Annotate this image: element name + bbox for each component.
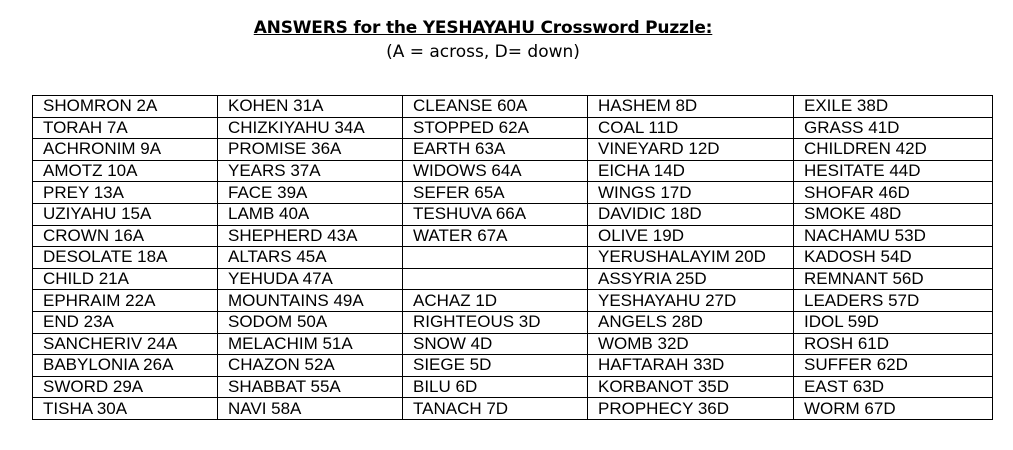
answer-cell: DESOLATE 18A — [33, 247, 218, 269]
answer-cell: SNOW 4D — [403, 333, 588, 355]
table-row — [33, 290, 993, 312]
answer-cell: GRASS 41D — [794, 117, 993, 139]
answer-cell: KOHEN 31A — [218, 96, 403, 118]
answer-cell: PREY 13A — [33, 182, 218, 204]
table-row — [33, 376, 993, 398]
table-row — [33, 139, 993, 161]
answer-cell: CHIZKIYAHU 34A — [218, 117, 403, 139]
answer-cell: TANACH 7D — [403, 398, 588, 420]
table-row — [33, 117, 993, 139]
answer-cell: EPHRAIM 22A — [33, 290, 218, 312]
table-row — [33, 333, 993, 355]
answer-cell: ANGELS 28D — [588, 311, 794, 333]
answer-cell: NACHAMU 53D — [794, 225, 993, 247]
answer-cell: STOPPED 62A — [403, 117, 588, 139]
answer-cell: KADOSH 54D — [794, 247, 993, 269]
page-header — [0, 16, 966, 64]
answer-cell: DAVIDIC 18D — [588, 203, 794, 225]
answer-cell: SHABBAT 55A — [218, 376, 403, 398]
answer-cell: CROWN 16A — [33, 225, 218, 247]
answer-cell: EAST 63D — [794, 376, 993, 398]
answer-cell: SMOKE 48D — [794, 203, 993, 225]
answer-cell: CHAZON 52A — [218, 355, 403, 377]
page-title: ANSWERS for the YESHAYAHU Crossword Puzzle: — [253, 18, 713, 38]
answer-cell: CHILD 21A — [33, 268, 218, 290]
answer-cell: HAFTARAH 33D — [588, 355, 794, 377]
table-row — [33, 160, 993, 182]
answer-cell — [403, 247, 588, 269]
answer-cell: CHILDREN 42D — [794, 139, 993, 161]
table-row — [33, 268, 993, 290]
table-row — [33, 398, 993, 420]
answer-cell: WATER 67A — [403, 225, 588, 247]
answer-cell: MOUNTAINS 49A — [218, 290, 403, 312]
answer-cell: HASHEM 8D — [588, 96, 794, 118]
answer-cell: YERUSHALAYIM 20D — [588, 247, 794, 269]
answer-cell: ASSYRIA 25D — [588, 268, 794, 290]
page-subtitle: (A = across, D= down) — [386, 42, 580, 62]
table-row — [33, 311, 993, 333]
answer-cell: MELACHIM 51A — [218, 333, 403, 355]
answer-cell: CLEANSE 60A — [403, 96, 588, 118]
answer-cell: ALTARS 45A — [218, 247, 403, 269]
answer-cell: EXILE 38D — [794, 96, 993, 118]
table-row — [33, 96, 993, 118]
answer-cell: SHEPHERD 43A — [218, 225, 403, 247]
answer-cell: NAVI 58A — [218, 398, 403, 420]
answer-cell: EARTH 63A — [403, 139, 588, 161]
answer-cell: END 23A — [33, 311, 218, 333]
answer-cell: SEFER 65A — [403, 182, 588, 204]
answer-cell: KORBANOT 35D — [588, 376, 794, 398]
answer-cell: ACHRONIM 9A — [33, 139, 218, 161]
answer-cell: YESHAYAHU 27D — [588, 290, 794, 312]
answer-cell: WOMB 32D — [588, 333, 794, 355]
answer-cell: WINGS 17D — [588, 182, 794, 204]
answer-cell: SUFFER 62D — [794, 355, 993, 377]
answer-cell: REMNANT 56D — [794, 268, 993, 290]
answer-cell: SODOM 50A — [218, 311, 403, 333]
answer-cell: EICHA 14D — [588, 160, 794, 182]
answer-cell: BABYLONIA 26A — [33, 355, 218, 377]
answer-cell: SHOMRON 2A — [33, 96, 218, 118]
answer-cell: COAL 11D — [588, 117, 794, 139]
answer-cell: TORAH 7A — [33, 117, 218, 139]
table-row — [33, 355, 993, 377]
answer-cell: FACE 39A — [218, 182, 403, 204]
table-row — [33, 203, 993, 225]
answer-cell: SIEGE 5D — [403, 355, 588, 377]
answer-cell: TESHUVA 66A — [403, 203, 588, 225]
answer-cell: AMOTZ 10A — [33, 160, 218, 182]
answer-cell: TISHA 30A — [33, 398, 218, 420]
answer-cell: YEARS 37A — [218, 160, 403, 182]
answer-cell: VINEYARD 12D — [588, 139, 794, 161]
answer-cell: ROSH 61D — [794, 333, 993, 355]
answer-cell: LEADERS 57D — [794, 290, 993, 312]
table-row — [33, 182, 993, 204]
answer-cell: IDOL 59D — [794, 311, 993, 333]
table-row — [33, 225, 993, 247]
answer-cell: BILU 6D — [403, 376, 588, 398]
answer-cell: PROMISE 36A — [218, 139, 403, 161]
answer-cell: SWORD 29A — [33, 376, 218, 398]
answer-cell: PROPHECY 36D — [588, 398, 794, 420]
answer-cell: ACHAZ 1D — [403, 290, 588, 312]
answer-cell: OLIVE 19D — [588, 225, 794, 247]
answer-cell: WIDOWS 64A — [403, 160, 588, 182]
answers-table — [32, 95, 993, 420]
answer-cell: SANCHERIV 24A — [33, 333, 218, 355]
answer-cell: LAMB 40A — [218, 203, 403, 225]
answer-cell: SHOFAR 46D — [794, 182, 993, 204]
answer-cell: UZIYAHU 15A — [33, 203, 218, 225]
answer-cell — [403, 268, 588, 290]
table-row — [33, 247, 993, 269]
answer-cell: YEHUDA 47A — [218, 268, 403, 290]
answer-cell: WORM 67D — [794, 398, 993, 420]
answer-cell: HESITATE 44D — [794, 160, 993, 182]
answer-cell: RIGHTEOUS 3D — [403, 311, 588, 333]
answers-table-body — [33, 96, 993, 420]
